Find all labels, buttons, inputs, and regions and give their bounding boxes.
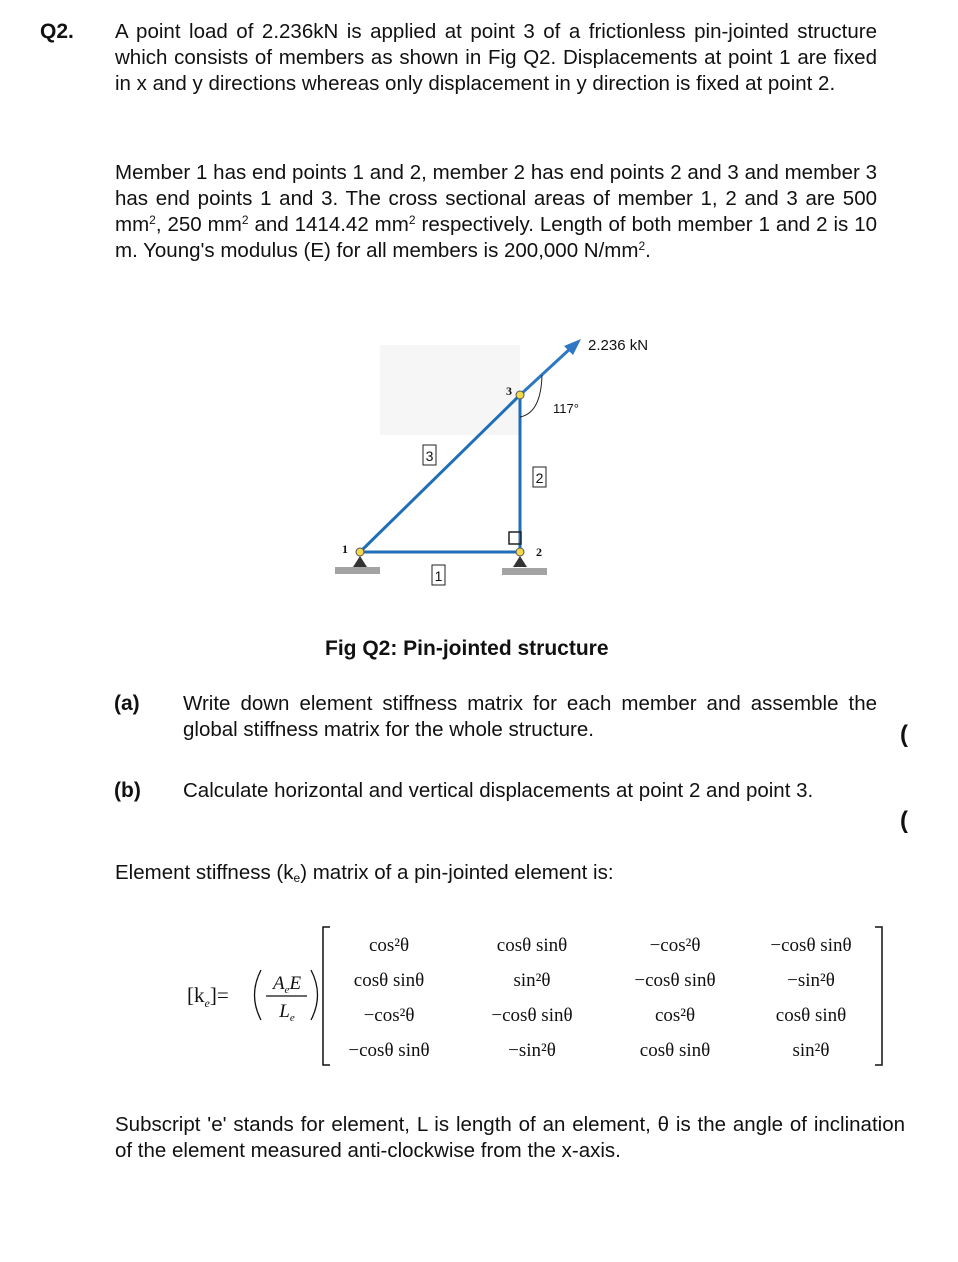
- matrix-cell: −cos²θ: [649, 935, 701, 956]
- matrix-cell: cosθ sinθ: [496, 935, 568, 956]
- matrix-cell: −cosθ sinθ: [491, 1005, 573, 1026]
- matrix-cell: cos²θ: [368, 935, 410, 956]
- support-1-ground: [335, 567, 380, 574]
- factor-right-paren: [311, 970, 318, 1020]
- matrix-lhs: $[k_e]=$: [187, 983, 229, 1010]
- member-2-label: 2: [535, 470, 544, 486]
- angle-label: 117°: [553, 401, 579, 416]
- member-description-paragraph: Member 1 has end points 1 and 2, member 2 has end points 2 and 3 and member 3 has end points 1 and 3. The cross sectional areas of member 1, 2 and 3 are 500 $mm^2$, 250 $mm^2$ and 1414.42 $mm^2$ respectively. Length of both member 1 and 2 is 10 m. Young's modulus (E) for all members is 200,000 $N/mm^2$.: [115, 161, 878, 262]
- matrix-cell: cosθ sinθ: [639, 1040, 711, 1061]
- matrix-cell: sin²θ: [513, 970, 551, 991]
- footnote-text: Subscript 'e' stands for element, L is length of an element, θ is the angle of inclination of the element measured anti-clockwise from the x-axis.: [115, 1113, 905, 1162]
- support-2-triangle: [513, 556, 527, 567]
- matrix-cell: cosθ sinθ: [775, 1005, 847, 1026]
- member-3-label: 3: [425, 448, 434, 464]
- part-b-label: (b): [114, 779, 141, 802]
- load-label: 2.236 kN: [588, 337, 649, 354]
- member-1-label: 1: [434, 568, 443, 584]
- matrix-cell: cos²θ: [654, 1005, 696, 1026]
- node-3: [516, 391, 524, 399]
- part-a-marks-paren: (: [900, 721, 908, 748]
- matrix-cell: cosθ sinθ: [353, 970, 425, 991]
- part-a-label: (a): [114, 692, 140, 715]
- support-2-ground: [502, 568, 547, 575]
- factor-denominator: $L_e$: [279, 1001, 295, 1024]
- factor-left-paren: [255, 970, 262, 1020]
- matrix-left-bracket: [323, 927, 330, 1065]
- matrix-cell: −cos²θ: [363, 1005, 415, 1026]
- part-b-text: Calculate horizontal and vertical displacements at point 2 and point 3.: [183, 779, 814, 802]
- part-b-marks-paren: (: [900, 807, 908, 834]
- stiffness-intro-text: Element stiffness $(k_e)$ matrix of a pin-jointed element is:: [115, 861, 614, 885]
- matrix-cell: −sin²θ: [787, 970, 835, 991]
- node-1: [356, 548, 364, 556]
- question-number: Q2.: [40, 20, 74, 43]
- stiffness-matrix-equation: [175, 920, 895, 1070]
- node-3-label: 3: [506, 384, 512, 398]
- part-a-text: Write down element stiffness matrix for each member and assemble the global stiffness matrix for the whole structure.: [183, 692, 877, 741]
- load-arrow-shaft: [520, 347, 572, 395]
- question-intro-paragraph: A point load of 2.236kN is applied at point 3 of a frictionless pin-jointed structure which consists of members as shown in Fig Q2. Displacements at point 1 are fixed in x and y directions whereas only displacement in y direction is fixed at point 2.: [115, 20, 877, 95]
- figure-background: [380, 345, 520, 435]
- node-2-label: 2: [536, 545, 542, 559]
- node-2: [516, 548, 524, 556]
- matrix-right-bracket: [875, 927, 882, 1065]
- matrix-cell: −cosθ sinθ: [770, 935, 852, 956]
- figure-caption: Fig Q2: Pin-jointed structure: [325, 637, 609, 660]
- support-1-triangle: [353, 556, 367, 567]
- pin-jointed-structure-figure: [310, 320, 690, 600]
- node-1-label: 1: [342, 542, 348, 556]
- matrix-cell: −cosθ sinθ: [634, 970, 716, 991]
- matrix-cell: −cosθ sinθ: [348, 1040, 430, 1061]
- factor-numerator: $A_eE$: [272, 973, 302, 996]
- matrix-cell: −sin²θ: [508, 1040, 556, 1061]
- matrix-cell: sin²θ: [792, 1040, 830, 1061]
